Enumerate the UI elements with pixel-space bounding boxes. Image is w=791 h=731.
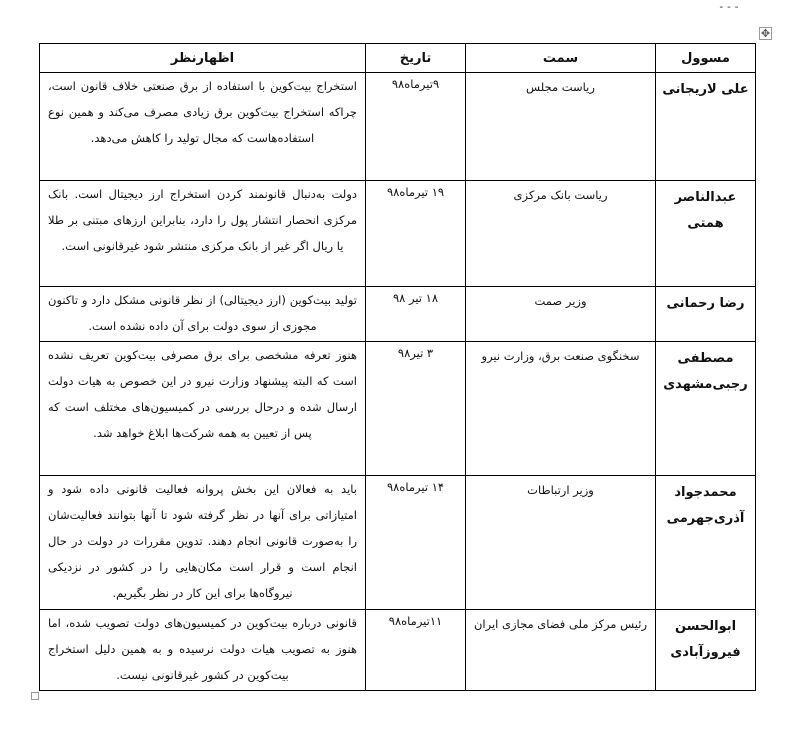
cell-official: عبدالناصر همتی — [656, 181, 756, 287]
header-opinion: اظهارنظر — [40, 44, 366, 73]
cell-opinion: استخراج بیت‌کوین با استفاده از برق صنعتی خلاف قانون است، چراکه استخراج بیت‌کوین برق زیادی مصرف می‌کند و همین نوع استفاده‌هاست که مجال تولید را کاهش می‌دهد. — [40, 73, 366, 181]
cell-date: ۳ تیر۹۸ — [366, 342, 466, 476]
table-row — [40, 73, 756, 181]
cell-position: وزیر ارتباطات — [466, 476, 656, 610]
cell-official: علی لاریجانی — [656, 73, 756, 181]
table-row — [40, 476, 756, 610]
top-marker: --- — [718, 0, 741, 13]
cell-official: محمدجواد آذری‌جهرمی — [656, 476, 756, 610]
cell-position: سخنگوی صنعت برق، وزارت نیرو — [466, 342, 656, 476]
cell-date: ۱۹ تیرماه۹۸ — [366, 181, 466, 287]
header-official: مسوول — [656, 44, 756, 73]
cell-opinion: قانونی درباره بیت‌کوین در کمیسیون‌های دولت تصویب شده، اما هنوز به تصویب هیات دولت نرسیده و به همین دلیل استخراج بیت‌کوین در کشور غیرقانونی نیست. — [40, 610, 366, 691]
cell-position: ریاست مجلس — [466, 73, 656, 181]
table-resize-handle[interactable] — [31, 692, 39, 700]
cell-opinion: دولت به‌دنبال قانونمند کردن استخراج ارز دیجیتال است. بانک مرکزی انحصار انتشار پول را دارد، بنابراین ارزهای مبتنی بر طلا یا ریال اگر غیر از بانک مرکزی منتشر شود غیرقانونی است. — [40, 181, 366, 287]
table-move-handle-icon[interactable]: ✥ — [760, 27, 771, 40]
cell-opinion: باید به فعالان این بخش پروانه فعالیت قانونی داده شود و امتیازاتی برای آنها در نظر گرفته شود تا آنها بتوانند فعالیت‌شان را به‌صورت قانونی انجام دهند. تدوین مقررات در دولت در حال انجام است و قرار است مکان‌هایی را در کشور در نزدیکی نیروگاه‌ها برای این کار در نظر بگیریم. — [40, 476, 366, 610]
cell-date: ۱۴ تیرماه۹۸ — [366, 476, 466, 610]
cell-official: مصطفی رجبی‌مشهدی — [656, 342, 756, 476]
cell-position: ریاست بانک مرکزی — [466, 181, 656, 287]
officials-opinions-table — [39, 43, 756, 691]
header-date: تاریخ — [366, 44, 466, 73]
cell-position: وزیر صمت — [466, 287, 656, 342]
cell-position: رئیس مرکز ملی فضای مجازی ایران — [466, 610, 656, 691]
cell-opinion: هنوز تعرفه مشخصی برای برق مصرفی بیت‌کوین تعریف نشده است که البته پیشنهاد وزارت نیرو در این خصوص به هیات دولت ارسال شده و درحال بررسی در کمیسیون‌های مختلف است که پس از تعیین به همه شرکت‌ها ابلاغ خواهد شد. — [40, 342, 366, 476]
table-header-row — [40, 44, 756, 73]
table-row — [40, 287, 756, 342]
table-row — [40, 342, 756, 476]
cell-official: ابوالحسن فیروزآبادی — [656, 610, 756, 691]
cell-opinion: تولید بیت‌کوین (ارز دیجیتالی) از نظر قانونی مشکل دارد و تاکنون مجوزی از سوی دولت برای آن داده نشده است. — [40, 287, 366, 342]
cell-date: ۹تیرماه۹۸ — [366, 73, 466, 181]
cell-date: ۱۱تیرماه۹۸ — [366, 610, 466, 691]
cell-date: ۱۸ تیر ۹۸ — [366, 287, 466, 342]
cell-official: رضا رحمانی — [656, 287, 756, 342]
table-row — [40, 181, 756, 287]
header-position: سمت — [466, 44, 656, 73]
table-row — [40, 610, 756, 691]
